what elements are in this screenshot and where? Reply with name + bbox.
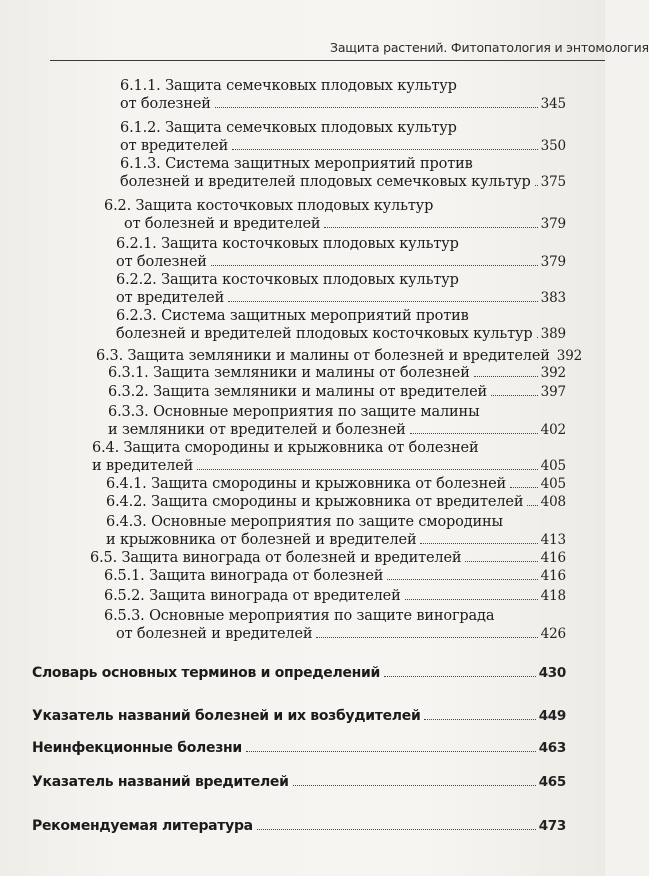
toc-entry-line: [104, 588, 566, 606]
toc-entry-title: 6.2. Защита косточковых плодовых культур: [104, 198, 434, 214]
toc-entry-title: Указатель названий вредителей: [32, 774, 289, 790]
toc-entry-title: Неинфекционные болезни: [32, 740, 242, 756]
toc-entry-title: 6.2.2. Защита косточковых плодовых культур: [116, 272, 459, 288]
toc-entry-line: [108, 384, 566, 402]
toc-entry-line: [116, 254, 566, 272]
toc-entry-line: [104, 198, 433, 216]
toc-page-number: 383: [540, 289, 566, 306]
toc-entry-title: болезней и вредителей плодовых семечковых культур: [120, 173, 531, 190]
dot-leader: [465, 560, 537, 562]
toc-page-number: 418: [540, 588, 566, 604]
toc-entry-line: [106, 494, 566, 512]
toc-entry-title: и крыжовника от болезней и вредителей: [106, 531, 417, 548]
toc-entry-title: 6.4. Защита смородины и крыжовника от болезней: [92, 440, 479, 456]
toc-page-number: 379: [540, 215, 566, 232]
toc-entry-line: [120, 120, 457, 138]
dot-leader: [293, 784, 536, 786]
running-header: Защита растений. Фитопатология и энтомология: [330, 40, 649, 55]
toc-entry-line: [32, 774, 566, 792]
dot-leader: [387, 578, 537, 580]
toc-entry-title: 6.5. Защита винограда от болезней и вредителей: [90, 550, 462, 566]
toc-entry-title: 6.5.3. Основные мероприятия по защите винограда: [104, 608, 495, 624]
toc-entry-line: [92, 440, 479, 458]
toc-entry-title: и вредителей: [92, 457, 194, 474]
toc-entry-line: [32, 665, 566, 683]
toc-entry-line: [116, 236, 459, 254]
toc-page-number: 449: [538, 708, 566, 724]
dot-leader: [215, 106, 538, 108]
toc-entry-title: 6.1.2. Защита семечковых плодовых культур: [120, 120, 457, 136]
dot-leader: [232, 148, 538, 150]
toc-page-number: 405: [540, 476, 566, 492]
toc-page-number: 375: [540, 173, 566, 190]
toc-entry-line: [92, 458, 566, 476]
toc-entry-title: от болезней и вредителей: [116, 625, 313, 642]
toc-page-number: 426: [540, 625, 566, 642]
toc-entry-line: [32, 708, 566, 726]
toc-entry-line: [120, 174, 566, 192]
toc-entry-title: 6.5.1. Защита винограда от болезней: [104, 568, 384, 584]
toc-page-number: 405: [540, 457, 566, 474]
toc-entry-line: [116, 290, 566, 308]
toc-entry-line: [106, 532, 566, 550]
toc-entry-title: Словарь основных терминов и определений: [32, 665, 381, 681]
toc-entry-line: [32, 740, 566, 758]
toc-entry-line: [96, 348, 583, 366]
toc-entry-line: [120, 96, 566, 114]
toc-page-number: 392: [540, 365, 566, 381]
dot-leader: [474, 375, 538, 377]
toc-entry-title: 6.2.3. Система защитных мероприятий против: [116, 308, 469, 324]
toc-page-number: 473: [538, 818, 566, 834]
toc-entry-title: 6.4.1. Защита смородины и крыжовника от болезней: [106, 476, 507, 492]
dot-leader: [211, 264, 538, 266]
dot-leader: [257, 828, 536, 830]
toc-entry-line: [90, 550, 566, 568]
toc-page-number: 392: [556, 348, 583, 364]
toc-entry-title: 6.4.2. Защита смородины и крыжовника от вредителей: [106, 494, 524, 510]
toc-entry-title: болезней и вредителей плодовых косточковых культур: [116, 325, 533, 342]
dot-leader: [316, 636, 537, 638]
toc-page-number: 463: [538, 740, 566, 756]
toc-entry-title: от болезней: [120, 95, 211, 112]
dot-leader: [535, 184, 538, 186]
toc-entry-title: 6.2.1. Защита косточковых плодовых культур: [116, 236, 459, 252]
toc-entry-line: [116, 308, 469, 326]
toc-entry-title: Рекомендуемая литература: [32, 818, 253, 834]
toc-entry-title: 6.1.1. Защита семечковых плодовых культур: [120, 78, 457, 94]
toc-entry-title: от вредителей: [116, 289, 225, 306]
toc-entry-title: 6.3. Защита земляники и малины от болезней и вредителей: [96, 348, 550, 364]
toc-page-number: 350: [540, 137, 566, 154]
toc-entry-line: [120, 138, 566, 156]
dot-leader: [420, 542, 537, 544]
toc-entry-title: от вредителей: [120, 137, 229, 154]
dot-leader: [324, 226, 537, 228]
dot-leader: [246, 750, 536, 752]
dot-leader: [410, 432, 538, 434]
toc-entry-title: 6.3.3. Основные мероприятия по защите малины: [108, 404, 480, 420]
toc-entry-title: Указатель названий болезней и их возбудителей: [32, 708, 421, 724]
toc-entry-title: 6.3.1. Защита земляники и малины от болезней: [108, 365, 470, 381]
toc-entry-line: [106, 476, 566, 494]
toc-page-number: 402: [540, 421, 566, 438]
toc-entry-title: 6.1.3. Система защитных мероприятий против: [120, 156, 473, 172]
toc-entry-line: [120, 78, 457, 96]
toc-entry-title: от болезней и вредителей: [124, 215, 321, 232]
toc-entry-title: 6.3.2. Защита земляники и малины от вредителей: [108, 384, 488, 400]
toc-page-number: 379: [540, 253, 566, 270]
dot-leader: [510, 486, 538, 488]
toc-entry-line: [108, 422, 566, 440]
toc-page-number: 397: [540, 384, 566, 400]
toc-entry-title: 6.4.3. Основные мероприятия по защите смородины: [106, 514, 503, 530]
dot-leader: [424, 718, 535, 720]
toc-page-number: 416: [540, 550, 566, 566]
toc-entry-line: [108, 404, 479, 422]
dot-leader: [384, 675, 536, 677]
dot-leader: [527, 504, 537, 506]
toc-page-number: 408: [540, 494, 566, 510]
toc-entry-title: от болезней: [116, 253, 207, 270]
toc-page-number: 465: [538, 774, 566, 790]
dot-leader: [228, 300, 538, 302]
toc-entry-line: [32, 818, 566, 836]
toc-page-number: 389: [540, 325, 566, 342]
toc-page-number: 413: [540, 531, 566, 548]
toc-entry-line: [104, 608, 494, 626]
toc-entry-line: [108, 365, 566, 383]
toc-entry-line: [116, 326, 566, 344]
toc-page-number: 430: [538, 665, 566, 681]
toc-entry-line: [120, 156, 473, 174]
dot-leader: [405, 598, 538, 600]
toc-page-number: 345: [540, 95, 566, 112]
toc-entry-line: [116, 626, 566, 644]
toc-page-number: 416: [540, 568, 566, 584]
dot-leader: [197, 468, 538, 470]
toc-entry-line: [106, 514, 503, 532]
toc-entry-title: и земляники от вредителей и болезней: [108, 421, 406, 438]
toc-entry-title: 6.5.2. Защита винограда от вредителей: [104, 588, 401, 604]
dot-leader: [537, 336, 538, 338]
toc-entry-line: [104, 568, 566, 586]
toc-entry-line: [124, 216, 566, 234]
toc-entry-line: [116, 272, 459, 290]
dot-leader: [491, 394, 538, 396]
